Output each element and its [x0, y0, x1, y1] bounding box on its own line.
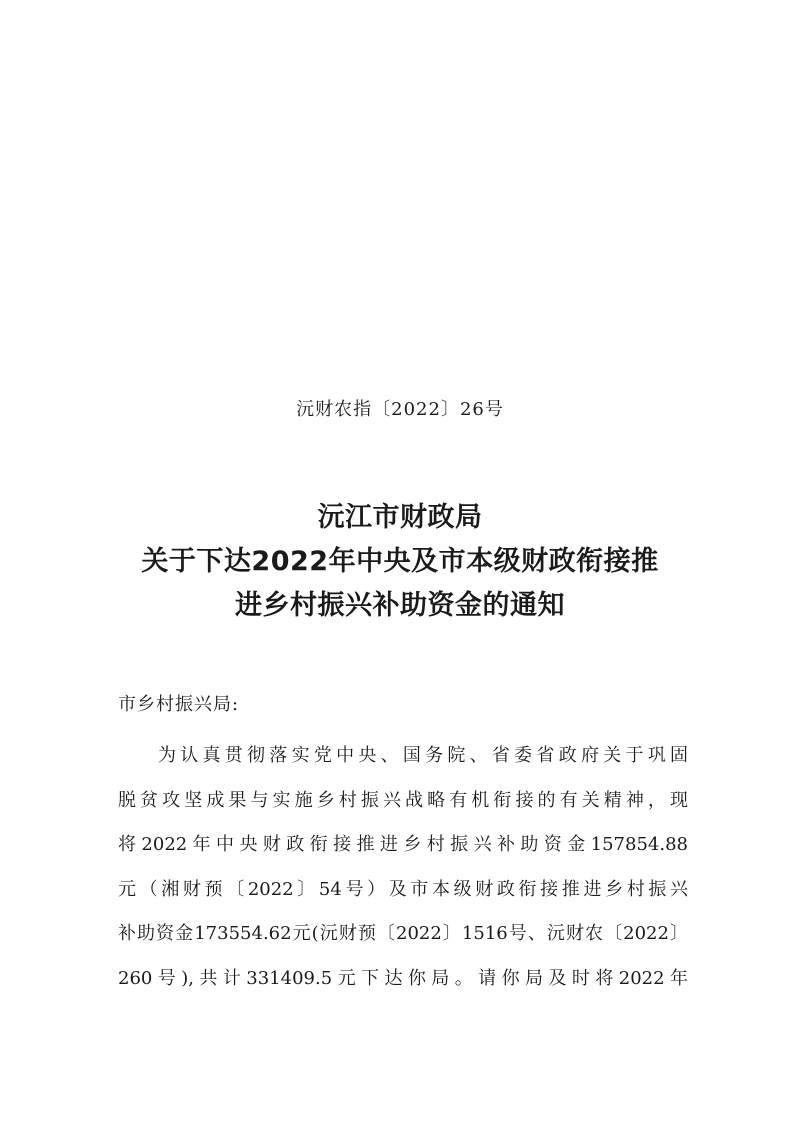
- title-line-subject: 关于下达2022年中央及市本级财政衔接推: [141, 546, 659, 577]
- document-number: 沅财农指〔2022〕26号: [296, 399, 504, 420]
- body-paragraph: [118, 734, 688, 1001]
- document-title: [0, 496, 800, 628]
- title-line-subject-cont: 进乡村振兴补助资金的通知: [235, 590, 565, 621]
- body-line: 脱贫攻坚成果与实施乡村振兴战略有机衔接的有关精神，现: [118, 789, 688, 811]
- body-line: 为认真贯彻落实党中央、国务院、省委省政府关于巩固: [158, 745, 688, 766]
- body-line: 260号),共计331409.5元下达你局。请你局及时将2022年: [118, 967, 688, 989]
- body-line: 元（湘财预〔2022〕54号）及市本级财政衔接推进乡村振兴: [118, 878, 688, 900]
- body-line: 将2022年中央财政衔接推进乡村振兴补助资金157854.88: [118, 834, 688, 855]
- title-line-issuer: 沅江市财政局: [317, 502, 483, 533]
- recipient-line: 市乡村振兴局:: [118, 694, 240, 715]
- body-line: 补助资金173554.62元(沅财预〔2022〕1516号、沅财农〔2022〕: [118, 923, 688, 944]
